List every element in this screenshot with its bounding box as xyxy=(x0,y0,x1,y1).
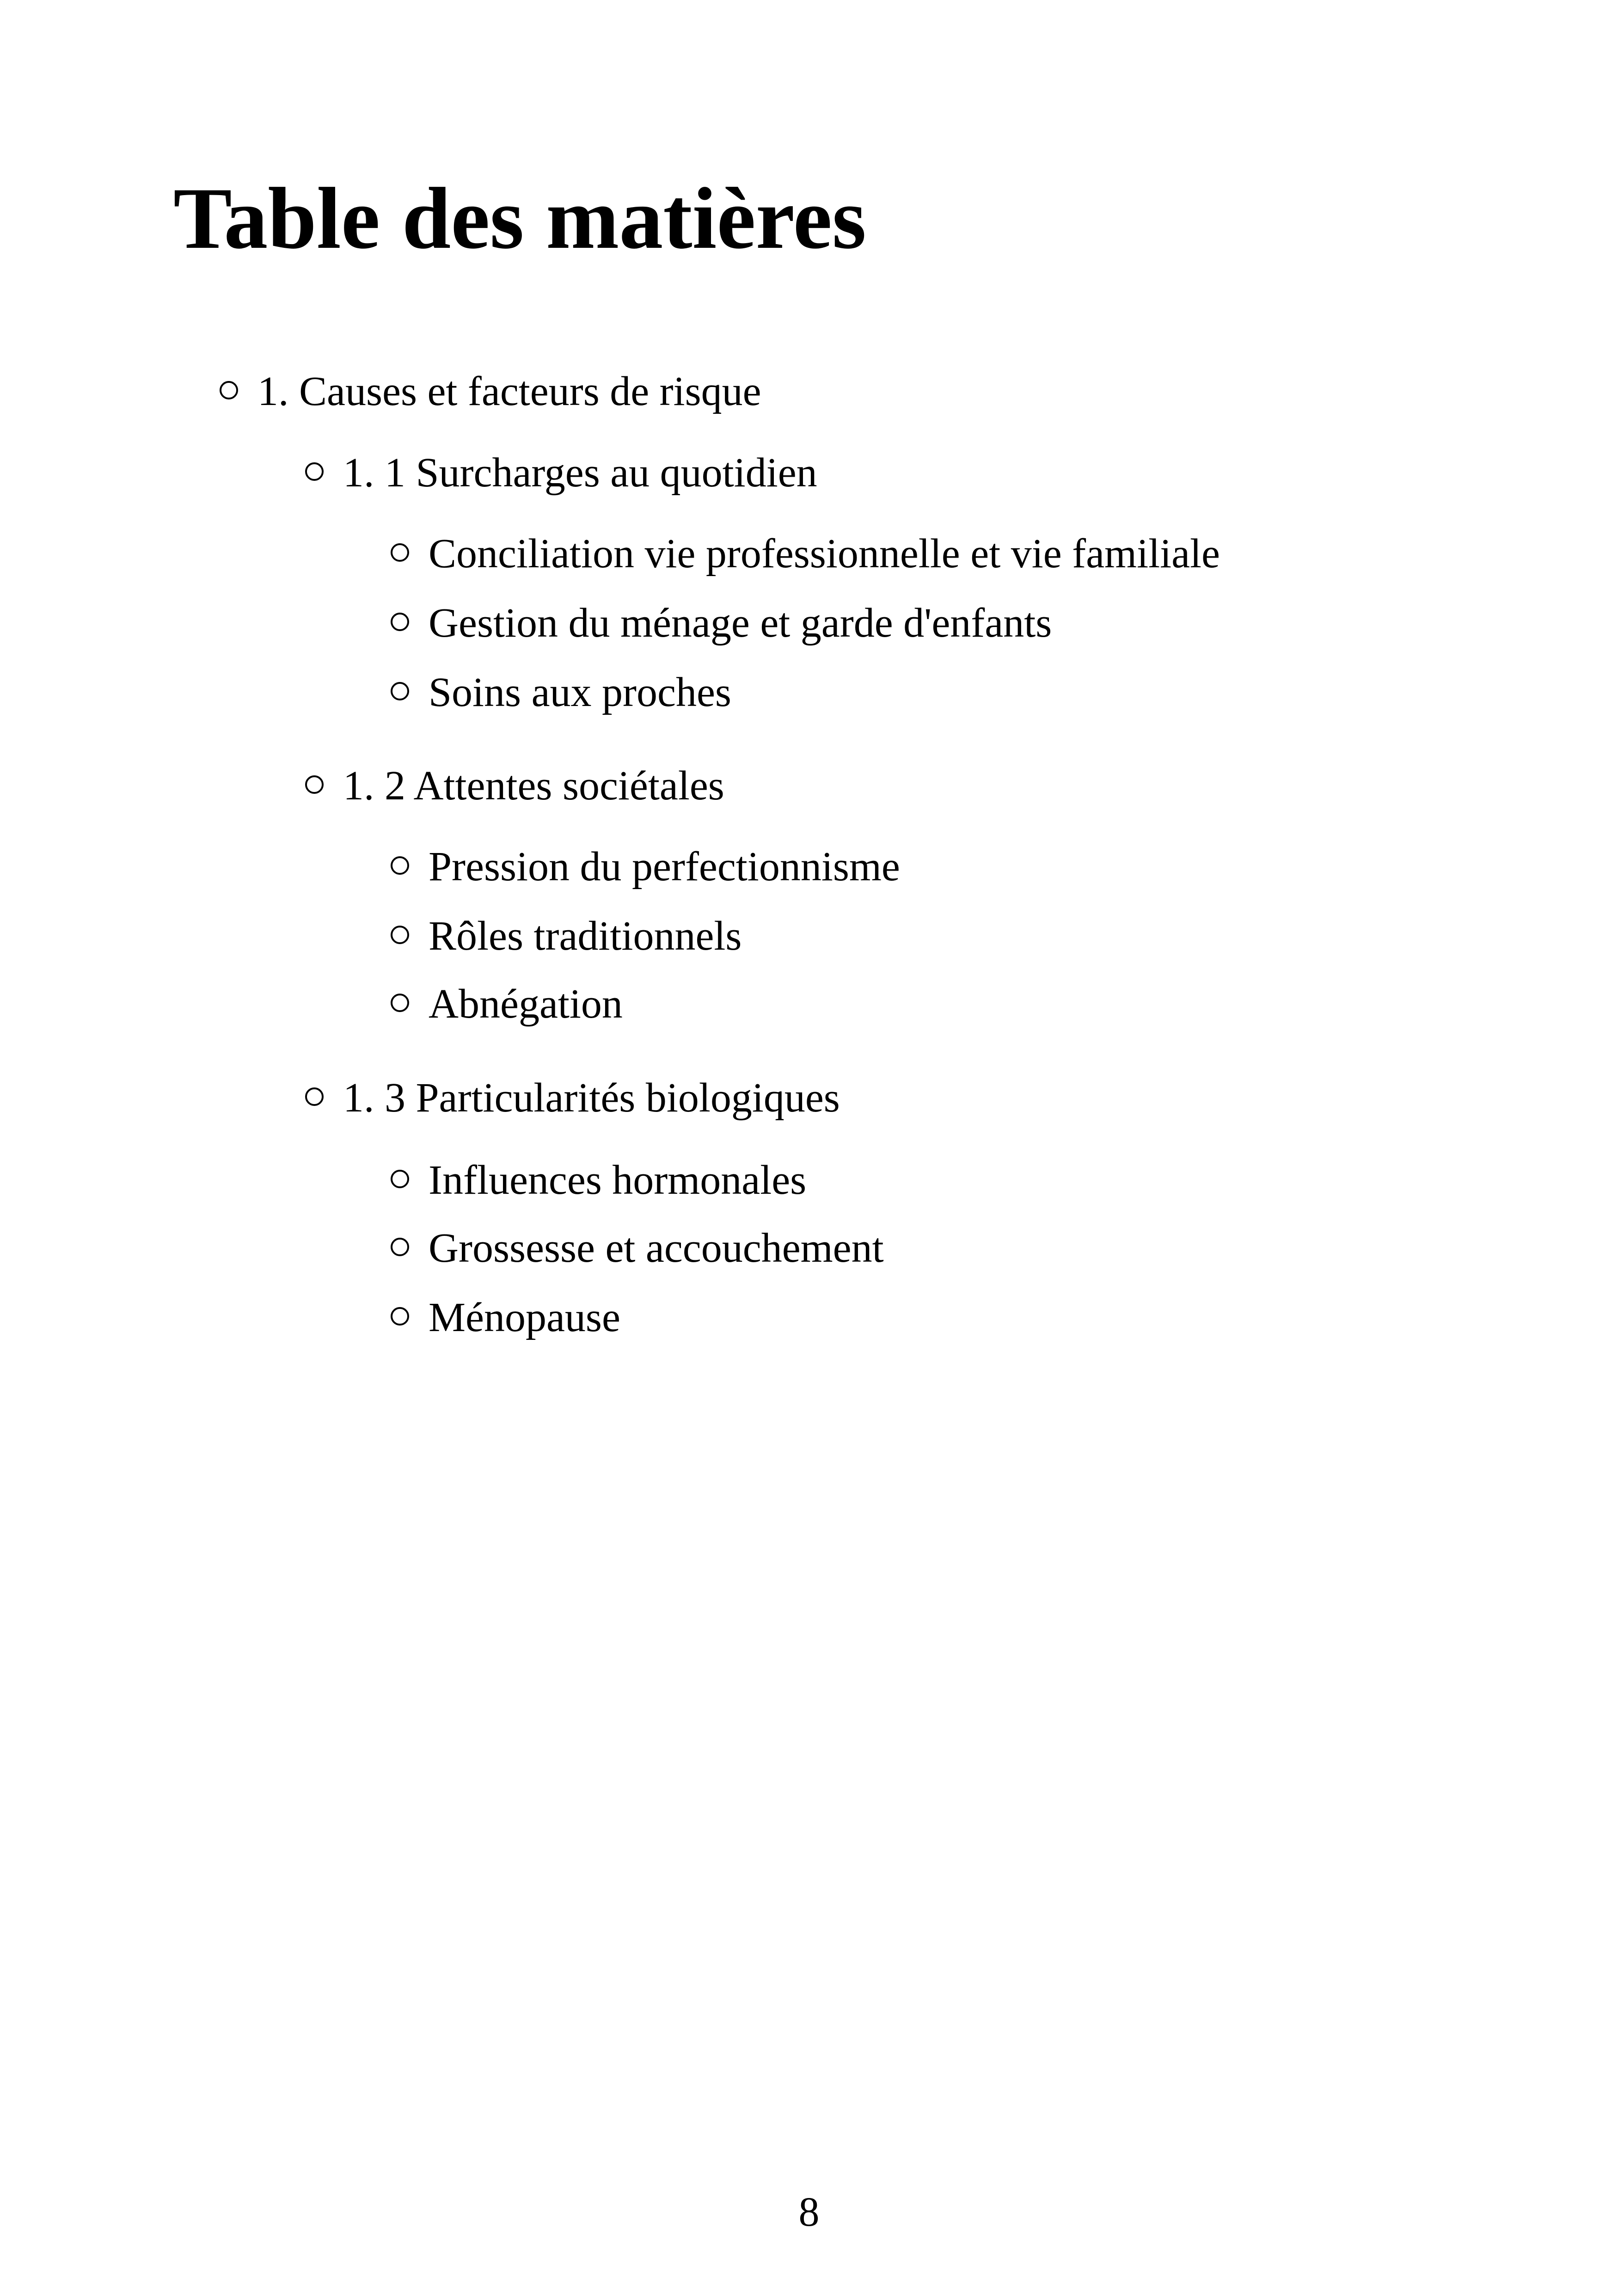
toc-entry-level-1[interactable] xyxy=(220,368,761,414)
toc-entry-level-2[interactable] xyxy=(305,765,724,807)
page-number: 8 xyxy=(798,2189,820,2235)
circle-bullet-icon xyxy=(305,462,324,481)
circle-bullet-icon xyxy=(305,775,324,794)
toc-entry-level-3[interactable] xyxy=(391,1297,620,1338)
circle-bullet-icon xyxy=(391,856,409,875)
circle-bullet-icon xyxy=(220,381,238,399)
toc-entry-label: 1. Causes et facteurs de risque xyxy=(257,368,761,414)
toc-entry-level-3[interactable] xyxy=(391,846,900,888)
toc-entry-label: 1. 2 Attentes sociétales xyxy=(343,763,724,809)
toc-entry-label: Grossesse et accouchement xyxy=(429,1225,884,1271)
toc-entry-label: 1. 3 Particularités biologiques xyxy=(343,1075,840,1121)
toc-entry-label: 1. 1 Surcharges au quotidien xyxy=(343,450,817,496)
toc-entry-label: Ménopause xyxy=(429,1295,620,1340)
circle-bullet-icon xyxy=(391,543,409,562)
toc-entry-label: Conciliation vie professionnelle et vie familiale xyxy=(429,531,1220,577)
toc-entry-level-3[interactable] xyxy=(391,602,1052,644)
toc-entry-label: Pression du perfectionnisme xyxy=(429,844,900,890)
toc-entry-level-3[interactable] xyxy=(391,915,742,957)
toc-entry-level-3[interactable] xyxy=(391,669,731,715)
circle-bullet-icon xyxy=(391,1238,409,1256)
circle-bullet-icon xyxy=(305,1087,324,1106)
circle-bullet-icon xyxy=(391,994,409,1012)
circle-bullet-icon xyxy=(391,613,409,631)
page-title: Table des matières xyxy=(173,170,866,267)
toc-entry-level-3[interactable] xyxy=(391,1225,884,1271)
toc-entry-label: Soins aux proches xyxy=(429,669,731,715)
circle-bullet-icon xyxy=(391,926,409,944)
toc-entry-level-2[interactable] xyxy=(305,452,817,494)
toc-entry-level-3[interactable] xyxy=(391,533,1220,575)
circle-bullet-icon xyxy=(391,682,409,700)
toc-entry-label: Gestion du ménage et garde d'enfants xyxy=(429,600,1052,646)
toc-entry-label: Rôles traditionnels xyxy=(429,913,742,959)
toc-entry-level-3[interactable] xyxy=(391,983,623,1025)
toc-entry-label: Influences hormonales xyxy=(429,1157,807,1203)
circle-bullet-icon xyxy=(391,1170,409,1188)
toc-entry-level-3[interactable] xyxy=(391,1157,807,1203)
toc-entry-level-2[interactable] xyxy=(305,1077,840,1119)
toc-entry-label: Abnégation xyxy=(429,981,623,1027)
circle-bullet-icon xyxy=(391,1307,409,1326)
